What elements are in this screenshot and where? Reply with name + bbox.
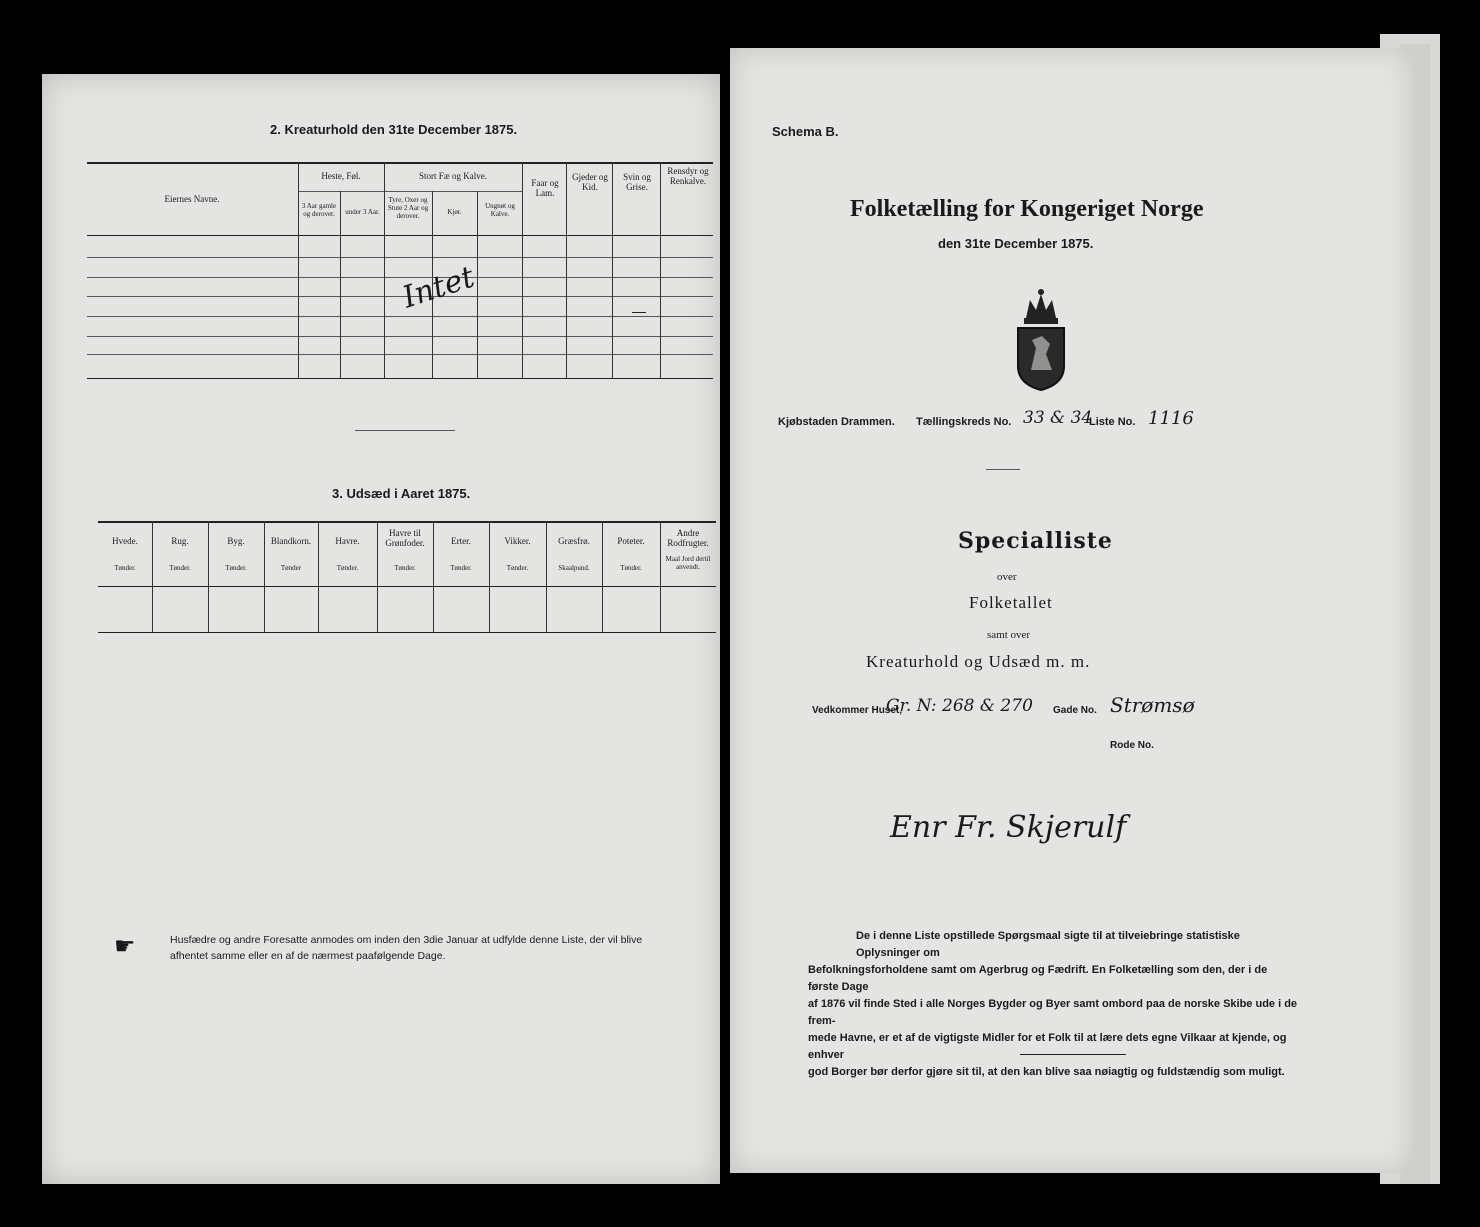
header-rensdyr: Rensdyr og Renkalve. [667,166,709,186]
header-kjor: Kjør. [447,208,462,216]
column-header: Havre. [335,536,360,546]
table-rule [87,296,713,297]
rode-label: Rode No. [1110,740,1154,751]
table-rule [87,336,713,337]
table-rule [98,521,716,523]
table-rule [87,257,713,258]
pointing-hand-icon: ☛ [114,934,136,960]
gade-value: Strømsø [1110,693,1195,717]
column-header: Byg. [227,536,245,546]
over-text: over [997,571,1017,583]
samt-over-text: samt over [987,629,1031,641]
header-heste-a: 3 Aar gamle og derover. [301,202,337,218]
paragraph-line: mede Havne, er et af de vigtigste Midler for et Folk til at lære dets egne Vilkaar at kjende, og enhver [808,1032,1287,1061]
header-ungnot: Ungnøt og Kalve. [485,202,515,218]
table-col [298,162,299,378]
date-line: den 31te December 1875. [938,236,1094,251]
separator [355,430,455,431]
separator [986,469,1020,470]
column-header: Vikker. [504,536,531,546]
specialliste-title: Specialliste [958,528,1113,554]
header-gjeder: Gjeder og Kid. [572,172,608,192]
header-stort-fae: Stort Fæ og Kalve. [418,171,487,181]
table-rule [87,162,713,164]
column-header: Græsfrø. [558,536,590,546]
vedkommer-label: Vedkommer Huset, [812,705,903,716]
separator [1020,1054,1126,1055]
column-header: Hvede. [112,536,138,546]
column-unit: Tønder. [394,564,416,572]
column-unit: Tønder. [169,564,191,572]
table-col [340,191,341,378]
column-unit: Maal Jord dertil anvendt. [665,555,711,571]
kreaturhold-title: Kreaturhold og Udsæd m. m. [866,652,1091,671]
vedkommer-value: Gr. N: 268 & 270 [886,696,1033,716]
header-faar: Faar og Lam. [531,178,559,198]
column-unit: Tønder. [336,564,359,572]
column-unit: Tønder. [225,564,247,572]
signature: Enr Fr. Skjerulf [890,810,1127,845]
column-unit: Tønder. [114,564,136,572]
table-rule [87,235,713,236]
table-col [612,162,613,378]
paragraph-line: Befolkningsforholdene samt om Agerbrug og Fædrift. En Folketælling som den, der i de første Dage [808,964,1268,993]
table-rule [98,586,716,587]
table-rule [298,191,522,192]
coat-of-arms-icon [1006,288,1076,392]
table-rule [98,632,716,633]
main-title: Folketælling for Kongeriget Norge [850,196,1204,222]
paragraph-line: af 1876 vil finde Sted i alle Norges Bygder og Byer samt ombord paa de norske Skibe ude i de frem- [808,998,1298,1027]
column-header: Andre Rodfrugter. [667,528,709,548]
table-rule [87,316,713,317]
column-header: Havre til Grønfoder. [385,528,425,548]
column-unit: Tønder. [450,564,472,572]
schema-label: Schema B. [772,124,839,139]
handwritten-intet: Intet [398,259,479,316]
left-page [42,74,720,1184]
notice-line-2: afhentet samme eller en af de nærmest paafølgende Dage. [170,950,446,962]
kjobstad-label: Kjøbstaden Drammen. [778,416,895,428]
header-tyre: Tyre, Oxer og Stute 2 Aar og derover. [387,196,429,220]
table-col [522,162,523,378]
column-header: Poteter. [617,536,645,546]
column-unit: Tønder [280,564,302,572]
kreds-label: Tællingskreds No. [916,416,1012,428]
table-col [660,162,661,378]
column-unit: Tønder. [620,564,642,572]
right-page [730,48,1412,1173]
header-svin: Svin og Grise. [623,172,651,192]
table-col [384,162,385,378]
table-rule [87,354,713,355]
notice-line-1: Husfædre og andre Foresatte anmodes om inden den 3die Januar at udfylde denne Liste, der vil blive [170,934,643,946]
table-col [566,162,567,378]
header-heste-b: under 3 Aar. [345,208,380,216]
section3-title: 3. Udsæd i Aaret 1875. [332,486,471,501]
folketallet-title: Folketallet [969,593,1053,612]
paragraph-line: De i denne Liste opstillede Spørgsmaal sigte til at tilveiebringe statistiske Oplysninger om [856,930,1240,959]
table-col [477,191,478,378]
kreds-value: 33 & 34 [1023,408,1093,428]
liste-label: Liste No. [1089,416,1136,428]
paragraph-line: god Borger bør derfor gjøre sit til, at den kan blive saa nøiagtig og fuldstændig som muligt. [808,1066,1285,1078]
column-header: Rug. [171,536,189,546]
info-paragraph [808,928,1298,1081]
gade-label: Gade No. [1053,705,1097,716]
column-unit: Skaalpund. [558,564,590,572]
column-unit: Tønder. [506,564,529,572]
column-header: Blandkorn. [270,536,312,546]
table-rule [87,277,713,278]
dash-mark [632,312,646,313]
column-header: Erter. [451,536,471,546]
table-rule [87,378,713,379]
liste-value: 1116 [1148,408,1194,429]
header-heste: Heste, Føl. [321,171,361,181]
section2-title: 2. Kreaturhold den 31te December 1875. [270,122,518,137]
header-owner: Eiernes Navne. [164,194,220,204]
